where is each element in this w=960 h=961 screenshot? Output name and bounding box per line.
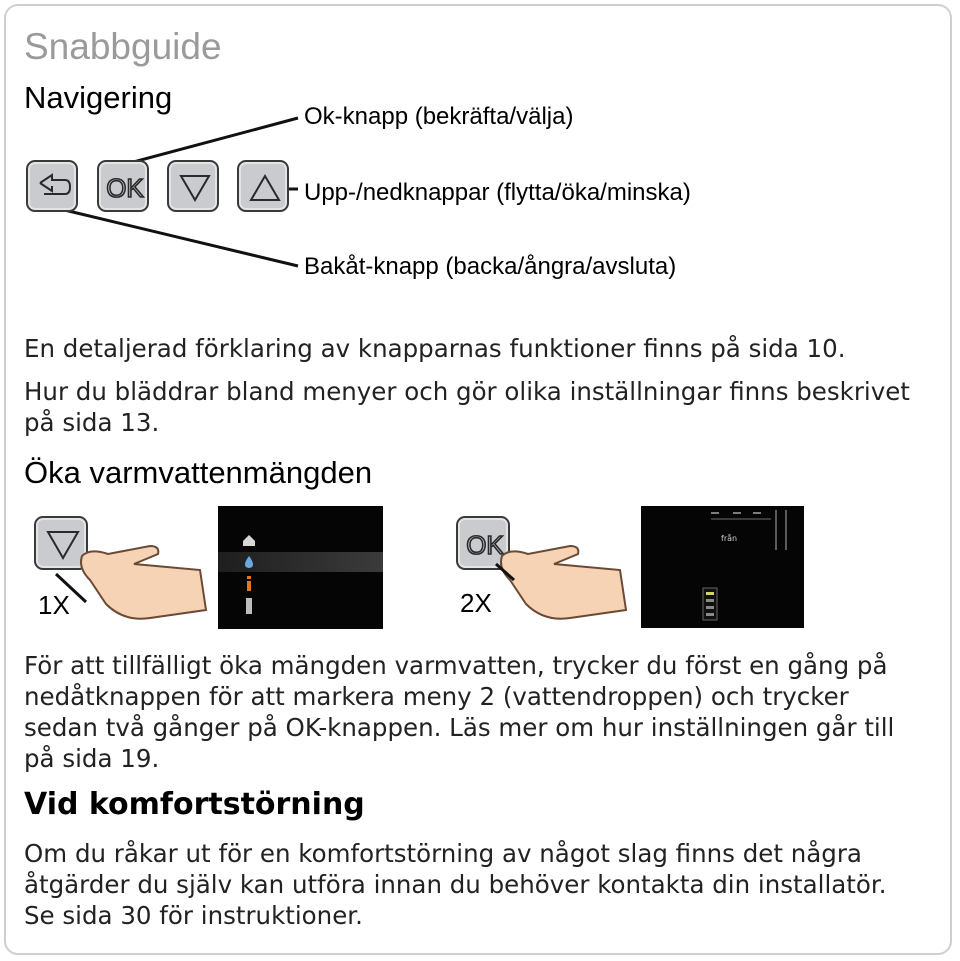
page-title: Snabbguide	[24, 26, 222, 67]
menu-row-hotwater	[218, 552, 383, 572]
intro-line-3: på sida 13.	[24, 408, 160, 437]
svg-text:OK: OK	[106, 173, 144, 203]
updown-buttons-caption: Upp-/nedknappar (flytta/öka/minska)	[304, 179, 691, 206]
hotwater-para-line-3: sedan två gånger på OK-knappen. Läs mer om hur inställningen går till	[24, 713, 895, 742]
hotwater-heading: Öka varmvattenmängden	[24, 455, 373, 490]
ok-button[interactable]	[97, 160, 149, 212]
step1-count: 1X	[38, 590, 70, 620]
hotwater-setting-graphic	[641, 506, 804, 628]
menu-row-climate	[218, 530, 383, 550]
hotwater-para-line-1: För att tillfälligt öka mängden varmvatten, trycker du först en gång på	[24, 651, 888, 680]
triangle-down-icon	[169, 162, 221, 214]
comfort-para-line-1: Om du råkar ut för en komfortstörning av något slag finns det några	[24, 839, 862, 868]
leader-lines	[0, 0, 960, 300]
back-button-caption: Bakåt-knapp (backa/ångra/avsluta)	[304, 253, 677, 280]
navigation-heading: Navigering	[24, 80, 173, 115]
up-button[interactable]	[237, 160, 289, 212]
back-button[interactable]	[26, 160, 78, 212]
house-icon	[242, 533, 256, 547]
triangle-up-icon	[239, 162, 291, 214]
ok-button-caption: Ok-knapp (bekräfta/välja)	[304, 103, 574, 130]
intro-line-1: En detaljerad förklaring av knapparnas funktioner finns på sida 10.	[24, 334, 846, 363]
screen2-label: från	[721, 534, 738, 543]
comfort-heading: Vid komfortstörning	[24, 787, 365, 822]
water-drop-icon	[242, 555, 256, 569]
menu-screen-1	[218, 506, 383, 629]
system-icon	[244, 598, 254, 614]
menu-row-system	[218, 596, 383, 616]
info-icon	[244, 576, 254, 592]
ok-text-icon	[99, 162, 151, 214]
hotwater-para-line-4: på sida 19.	[24, 744, 160, 773]
step2-count: 2X	[460, 588, 492, 618]
intro-line-2: Hur du bläddrar bland menyer och gör olika inställningar finns beskrivet	[24, 377, 910, 406]
back-arrow-icon	[28, 162, 80, 214]
comfort-para-line-2: åtgärder du själv kan utföra innan du behöver kontakta din installatör.	[24, 870, 887, 899]
svg-text:OK: OK	[466, 530, 504, 560]
hotwater-para-line-2: nedåtknappen för att markera meny 2 (vattendroppen) och trycker	[24, 682, 849, 711]
menu-row-info	[218, 574, 383, 594]
menu-screen-2	[641, 506, 804, 628]
down-button[interactable]	[167, 160, 219, 212]
comfort-para-line-3: Se sida 30 för instruktioner.	[24, 901, 363, 930]
